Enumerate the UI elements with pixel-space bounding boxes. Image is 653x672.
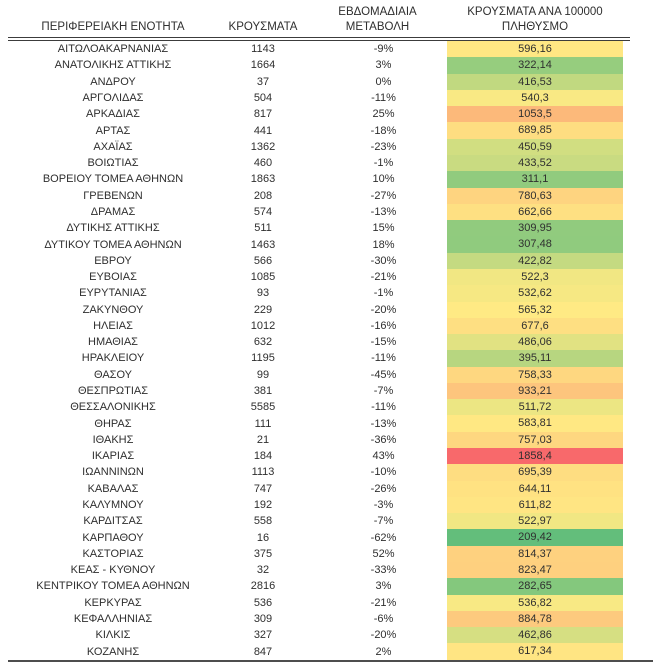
region-cell: ΕΥΒΟΙΑΣ <box>89 271 137 284</box>
cases-cell: 504 <box>253 91 273 104</box>
column-header-region-label: ΠΕΡΙΦΕΡΕΙΑΚΗ ΕΝΟΤΗΤΑ <box>41 21 185 33</box>
table-row <box>8 415 653 431</box>
weekly-change-cell: -20% <box>370 303 397 316</box>
table-row <box>8 236 653 252</box>
table-row <box>8 57 653 73</box>
weekly-change-cell: 52% <box>372 547 395 560</box>
per-100k-cell: 933,21 <box>447 383 623 399</box>
weekly-change-cell: -20% <box>370 629 397 642</box>
region-cell: ΘΕΣΠΡΩΤΙΑΣ <box>77 385 149 398</box>
region-cell: ΔΡΑΜΑΣ <box>90 205 136 218</box>
weekly-change-cell: -3% <box>373 499 394 512</box>
region-cell: ΕΥΡΥΤΑΝΙΑΣ <box>79 287 147 300</box>
weekly-change-cell: -26% <box>370 482 397 495</box>
cases-cell: 574 <box>253 205 273 218</box>
table-row <box>8 578 653 594</box>
weekly-change-cell: 43% <box>372 450 395 463</box>
regional-cases-table <box>8 0 653 662</box>
cases-cell: 229 <box>253 303 273 316</box>
region-cell: ΓΡΕΒΕΝΩΝ <box>83 189 143 202</box>
weekly-change-cell: -62% <box>370 531 397 544</box>
weekly-change-cell: -6% <box>373 612 394 625</box>
per-100k-cell: 689,85 <box>447 122 623 138</box>
weekly-change-cell: 15% <box>372 222 395 235</box>
region-cell: ΘΗΡΑΣ <box>94 417 132 430</box>
weekly-change-cell: -45% <box>370 368 397 381</box>
cases-cell: 1113 <box>251 466 275 479</box>
cases-cell: 37 <box>256 75 270 88</box>
weekly-change-cell: -15% <box>370 336 397 349</box>
weekly-change-cell: -16% <box>370 319 397 332</box>
cases-cell: 511 <box>254 222 272 235</box>
weekly-change-cell: -1% <box>373 287 394 300</box>
table-row <box>8 74 653 90</box>
table-row <box>8 497 653 513</box>
per-100k-cell: 1053,5 <box>447 106 623 122</box>
cases-cell: 111 <box>254 417 272 430</box>
weekly-change-cell: -7% <box>373 385 394 398</box>
table-row <box>8 513 653 529</box>
region-cell: ΚΕΑΣ - ΚΥΘΝΟΥ <box>70 564 156 577</box>
weekly-change-cell: -36% <box>370 433 397 446</box>
table-row <box>8 432 653 448</box>
per-100k-cell: 450,59 <box>447 139 623 155</box>
column-header-per-100k-line2: ΠΛΗΘΥΣΜΟ <box>501 21 569 33</box>
weekly-change-cell: -13% <box>370 205 397 218</box>
column-header-cases-label: ΚΡΟΥΣΜΑΤΑ <box>228 21 298 33</box>
cases-cell: 184 <box>253 450 273 463</box>
cases-cell: 747 <box>253 482 273 495</box>
per-100k-cell: 209,42 <box>447 529 623 545</box>
table-row <box>8 334 653 350</box>
per-100k-cell: 536,82 <box>447 595 623 611</box>
region-cell: ΒΟΡΕΙΟΥ ΤΟΜΕΑ ΑΘΗΝΩΝ <box>42 173 184 186</box>
per-100k-cell: 565,32 <box>447 302 623 318</box>
column-header-weekly-change-line1: ΕΒΔΟΜΑΔΙΑΙΑ <box>338 6 417 18</box>
region-cell: ΚΑΡΔΙΤΣΑΣ <box>83 515 143 528</box>
per-100k-cell: 695,39 <box>447 464 623 480</box>
cases-cell: 99 <box>256 368 270 381</box>
region-cell: ΗΛΕΙΑΣ <box>93 319 133 332</box>
table-row <box>8 90 653 106</box>
region-cell: ΔΥΤΙΚΟΥ ΤΟΜΕΑ ΑΘΗΝΩΝ <box>44 238 182 251</box>
region-cell: ΑΝΔΡΟΥ <box>90 75 136 88</box>
table-row <box>8 220 653 236</box>
region-cell: ΗΡΑΚΛΕΙΟΥ <box>81 352 145 365</box>
per-100k-cell: 823,47 <box>447 562 623 578</box>
weekly-change-cell: -7% <box>373 515 394 528</box>
cases-cell: 93 <box>256 287 270 300</box>
cases-cell: 817 <box>253 108 273 121</box>
per-100k-cell: 780,63 <box>447 188 623 204</box>
cases-cell: 16 <box>256 531 270 544</box>
cases-cell: 460 <box>253 157 273 170</box>
per-100k-cell: 462,86 <box>447 627 623 643</box>
cases-cell: 1463 <box>250 238 276 251</box>
table-row <box>8 464 653 480</box>
region-cell: ΚΑΡΠΑΘΟΥ <box>82 531 144 544</box>
column-header-per-100k <box>447 0 623 37</box>
table-row <box>8 611 653 627</box>
table-row <box>8 595 653 611</box>
cases-cell: 1195 <box>251 352 275 365</box>
cases-cell: 21 <box>256 433 270 446</box>
per-100k-cell: 322,14 <box>447 57 623 73</box>
weekly-change-cell: -1% <box>373 157 394 170</box>
weekly-change-cell: 3% <box>375 59 392 72</box>
weekly-change-cell: -9% <box>373 43 394 56</box>
cases-cell: 5585 <box>250 401 276 414</box>
per-100k-cell: 532,62 <box>447 285 623 301</box>
table-row <box>8 171 653 187</box>
cases-cell: 208 <box>253 189 273 202</box>
region-cell: ΚΑΣΤΟΡΙΑΣ <box>82 547 144 560</box>
region-cell: ΚΕΡΚΥΡΑΣ <box>84 596 142 609</box>
region-cell: ΑΧΑΪΑΣ <box>93 140 133 153</box>
table-row <box>8 285 653 301</box>
table-row <box>8 562 653 578</box>
cases-cell: 327 <box>253 629 273 642</box>
cases-cell: 558 <box>253 515 273 528</box>
region-cell: ΕΒΡΟΥ <box>94 254 132 267</box>
weekly-change-cell: -10% <box>370 466 397 479</box>
cases-cell: 381 <box>253 385 273 398</box>
region-cell: ΑΡΤΑΣ <box>95 124 131 137</box>
per-100k-cell: 611,82 <box>447 497 623 513</box>
cases-cell: 1362 <box>250 140 276 153</box>
per-100k-cell: 282,65 <box>447 578 623 594</box>
column-header-weekly-change-line2: ΜΕΤΑΒΟΛΗ <box>345 21 410 33</box>
region-cell: ΑΡΚΑΔΙΑΣ <box>86 108 140 121</box>
weekly-change-cell: 25% <box>372 108 395 121</box>
column-header-per-100k-line1: ΚΡΟΥΣΜΑΤΑ ΑΝΑ 100000 <box>467 6 603 18</box>
per-100k-cell: 540,3 <box>447 90 623 106</box>
cases-cell: 192 <box>253 499 273 512</box>
region-cell: ΑΡΓΟΛΙΔΑΣ <box>82 91 144 104</box>
table-row <box>8 383 653 399</box>
per-100k-cell: 307,48 <box>447 236 623 252</box>
column-header-region <box>8 0 218 37</box>
cases-cell: 1012 <box>250 319 276 332</box>
per-100k-cell: 416,53 <box>447 74 623 90</box>
table-row <box>8 253 653 269</box>
per-100k-cell: 596,16 <box>447 41 623 57</box>
weekly-change-cell: -30% <box>370 254 397 267</box>
table-row <box>8 318 653 334</box>
per-100k-cell: 814,37 <box>447 546 623 562</box>
table-row <box>8 529 653 545</box>
table-row <box>8 481 653 497</box>
region-cell: ΙΩΑΝΝΙΝΩΝ <box>82 466 144 479</box>
table-row <box>8 106 653 122</box>
per-100k-cell: 758,33 <box>447 367 623 383</box>
region-cell: ΘΑΣΟΥ <box>93 368 133 381</box>
table-body <box>8 41 653 660</box>
table-row <box>8 204 653 220</box>
cases-cell: 309 <box>253 612 273 625</box>
cases-cell: 1664 <box>250 59 276 72</box>
per-100k-cell: 433,52 <box>447 155 623 171</box>
table-row <box>8 448 653 464</box>
weekly-change-cell: -11% <box>371 352 396 365</box>
per-100k-cell: 677,6 <box>447 318 623 334</box>
weekly-change-cell: 0% <box>375 75 392 88</box>
table-row <box>8 350 653 366</box>
per-100k-cell: 757,03 <box>447 432 623 448</box>
cases-cell: 632 <box>253 336 273 349</box>
table-row <box>8 269 653 285</box>
per-100k-cell: 884,78 <box>447 611 623 627</box>
weekly-change-cell: -33% <box>370 564 397 577</box>
table-row <box>8 188 653 204</box>
region-cell: ΒΟΙΩΤΙΑΣ <box>87 157 139 170</box>
table-row <box>8 139 653 155</box>
weekly-change-cell: 18% <box>372 238 395 251</box>
cases-cell: 1863 <box>250 173 276 186</box>
cases-cell: 1143 <box>251 43 275 56</box>
region-cell: ΚΕΦΑΛΛΗΝΙΑΣ <box>73 612 153 625</box>
region-cell: ΚΙΛΚΙΣ <box>95 629 131 642</box>
per-100k-cell: 486,06 <box>447 334 623 350</box>
per-100k-cell: 522,3 <box>447 269 623 285</box>
region-cell: ΙΘΑΚΗΣ <box>92 433 134 446</box>
weekly-change-cell: -21% <box>370 596 397 609</box>
region-cell: ΘΕΣΣΑΛΟΝΙΚΗΣ <box>70 401 156 414</box>
region-cell: ΑΙΤΩΛΟΑΚΑΡΝΑΝΙΑΣ <box>57 43 169 56</box>
weekly-change-cell: -13% <box>370 417 397 430</box>
cases-cell: 536 <box>253 596 273 609</box>
column-header-weekly-change <box>308 0 447 37</box>
cases-cell: 566 <box>253 254 273 267</box>
weekly-change-cell: -18% <box>370 124 397 137</box>
weekly-change-cell: -27% <box>370 189 397 202</box>
region-cell: ΔΥΤΙΚΗΣ ΑΤΤΙΚΗΣ <box>66 222 160 235</box>
per-100k-cell: 662,66 <box>447 204 623 220</box>
cases-cell: 1085 <box>250 271 276 284</box>
per-100k-cell: 309,95 <box>447 220 623 236</box>
table-row <box>8 122 653 138</box>
cases-cell: 32 <box>256 564 270 577</box>
table-header-row <box>8 0 653 37</box>
region-cell: ΚΑΛΥΜΝΟΥ <box>82 499 144 512</box>
region-cell: ΑΝΑΤΟΛΙΚΗΣ ΑΤΤΙΚΗΣ <box>54 59 172 72</box>
weekly-change-cell: 3% <box>375 580 392 593</box>
cases-cell: 441 <box>253 124 273 137</box>
region-cell: ΙΚΑΡΙΑΣ <box>91 450 135 463</box>
table-row <box>8 302 653 318</box>
weekly-change-cell: -11% <box>371 91 396 104</box>
per-100k-cell: 395,11 <box>447 350 623 366</box>
per-100k-cell: 511,72 <box>447 399 623 415</box>
cases-cell: 2816 <box>250 580 276 593</box>
table-bottom-border <box>8 660 653 662</box>
cases-cell: 847 <box>253 645 273 658</box>
per-100k-cell: 522,97 <box>447 513 623 529</box>
table-row <box>8 367 653 383</box>
region-cell: ΗΜΑΘΙΑΣ <box>88 336 138 349</box>
weekly-change-cell: 2% <box>375 645 392 658</box>
table-row <box>8 546 653 562</box>
per-100k-cell: 583,81 <box>447 415 623 431</box>
region-cell: ΚΕΝΤΡΙΚΟΥ ΤΟΜΕΑ ΑΘΗΝΩΝ <box>36 580 190 593</box>
weekly-change-cell: -23% <box>370 140 397 153</box>
region-cell: ΖΑΚΥΝΘΟΥ <box>82 303 144 316</box>
table-row <box>8 643 653 659</box>
table-row <box>8 41 653 57</box>
per-100k-cell: 311,1 <box>447 171 623 187</box>
cases-cell: 375 <box>253 547 273 560</box>
weekly-change-cell: -11% <box>371 401 396 414</box>
per-100k-cell: 422,82 <box>447 253 623 269</box>
column-header-cases <box>218 0 308 37</box>
per-100k-cell: 644,11 <box>447 481 623 497</box>
region-cell: ΚΑΒΑΛΑΣ <box>87 482 139 495</box>
per-100k-cell: 617,34 <box>447 643 623 659</box>
table-row <box>8 399 653 415</box>
table-row <box>8 155 653 171</box>
table-row <box>8 627 653 643</box>
per-100k-cell: 1858,4 <box>447 448 623 464</box>
weekly-change-cell: -21% <box>370 271 397 284</box>
region-cell: ΚΟΖΑΝΗΣ <box>86 645 140 658</box>
weekly-change-cell: 10% <box>372 173 395 186</box>
